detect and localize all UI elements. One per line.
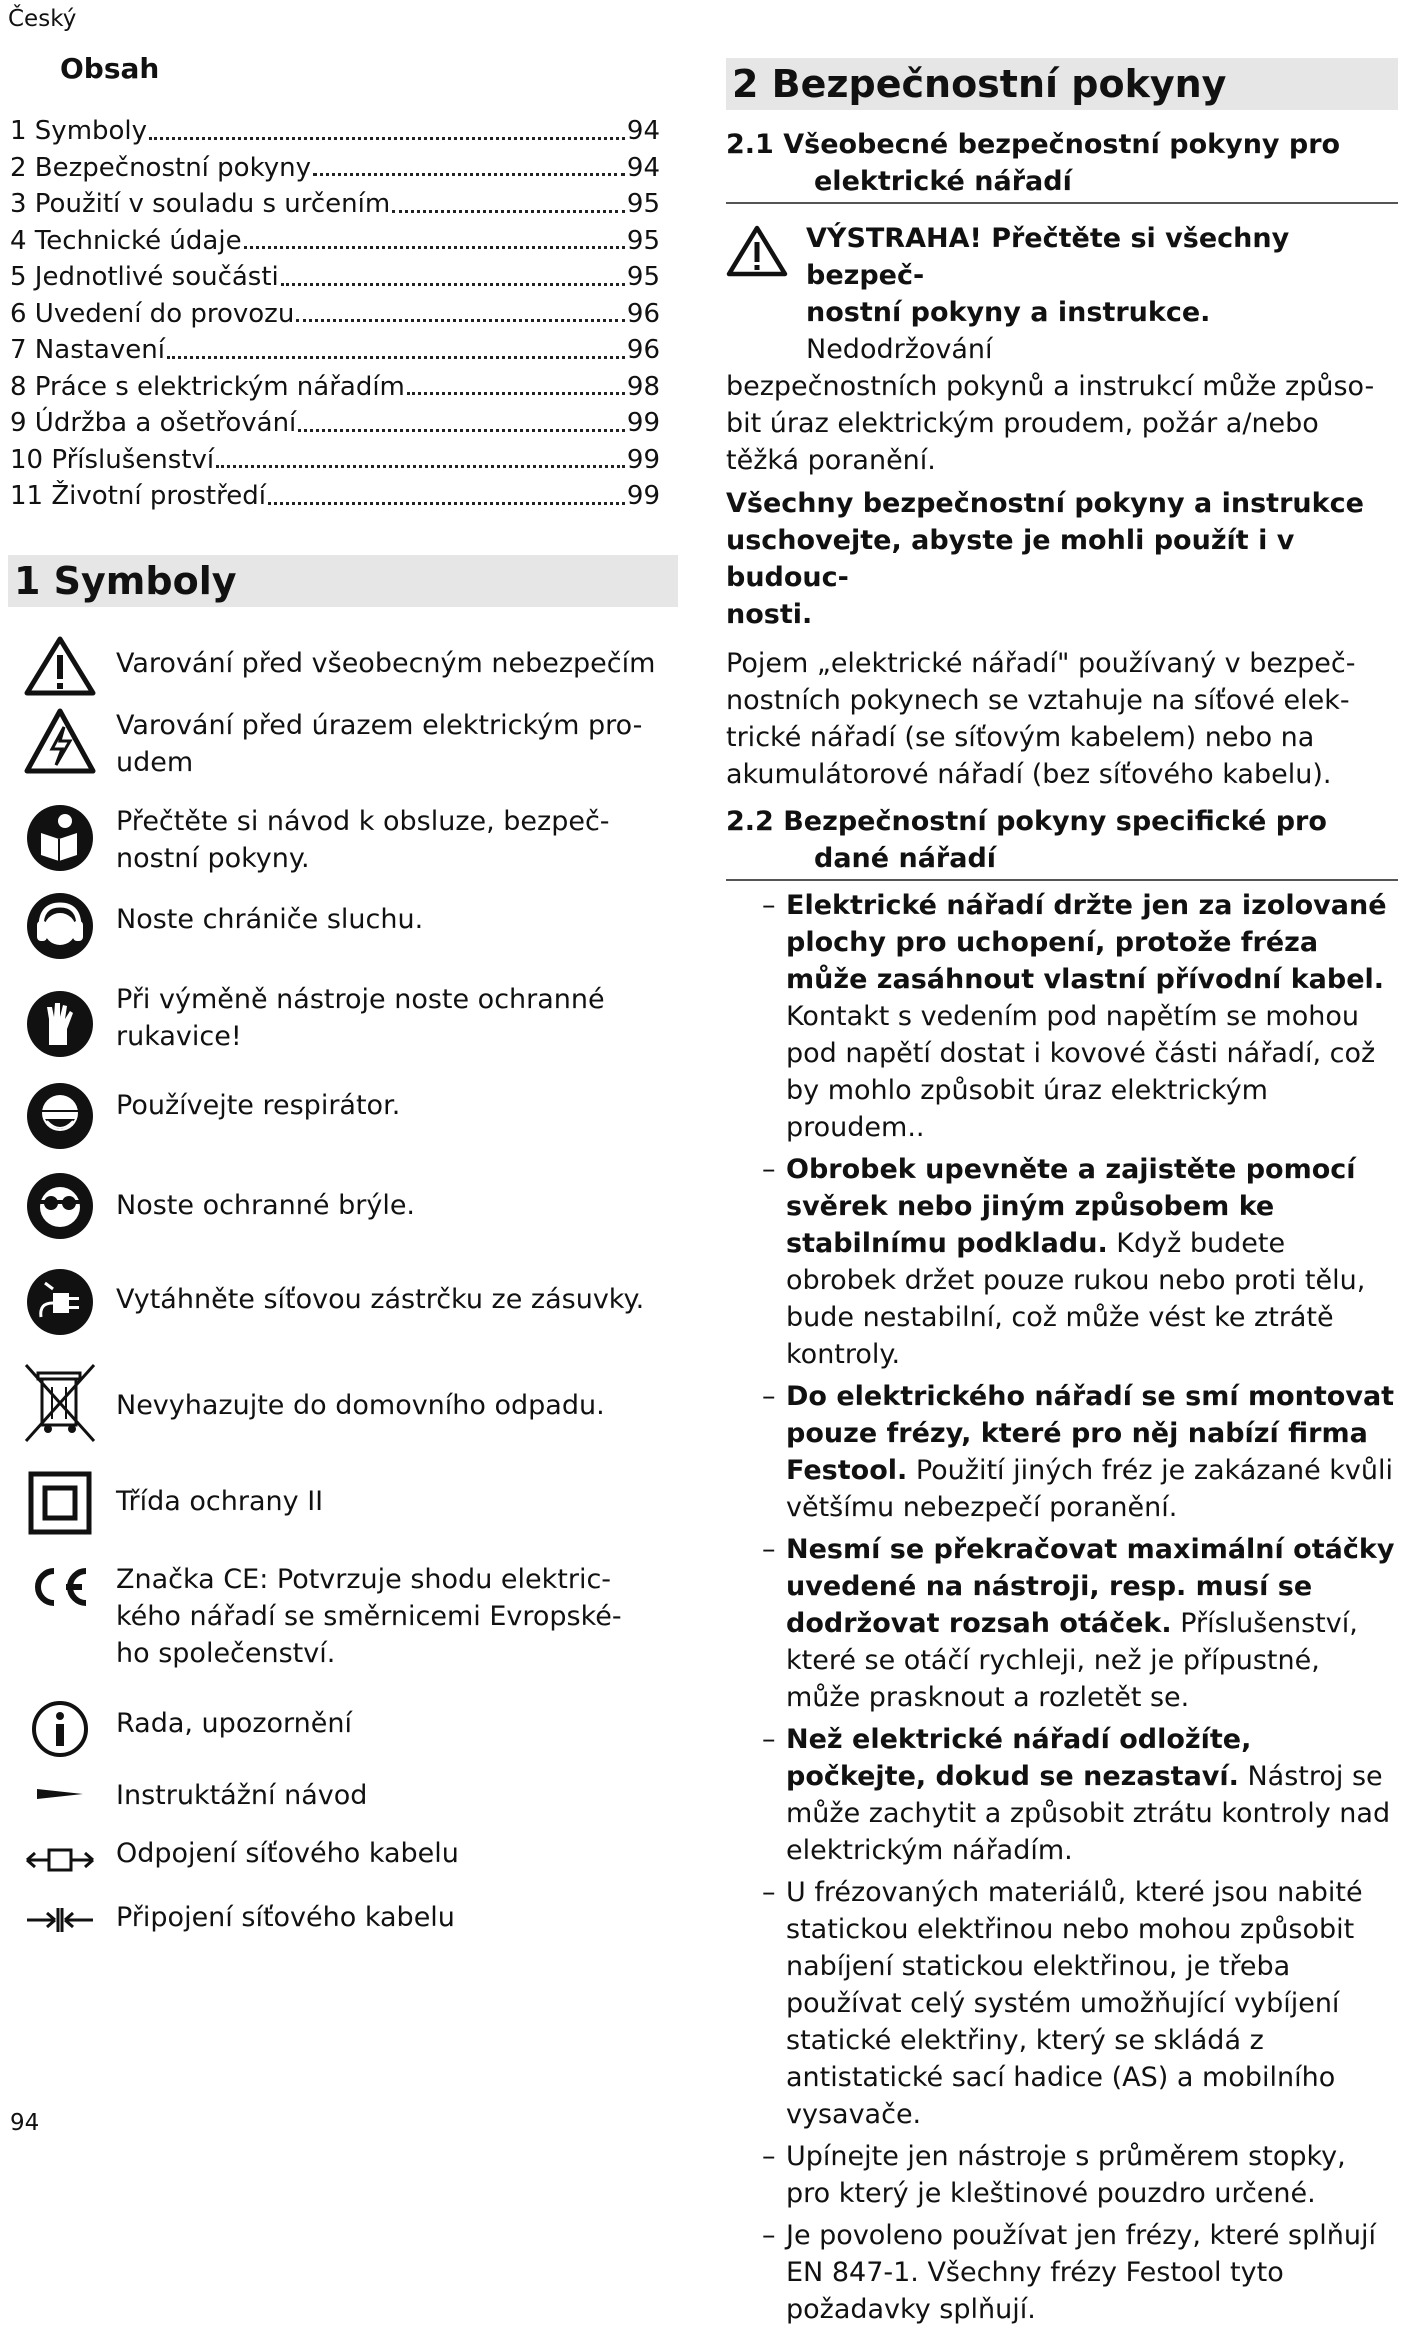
term-definition: Pojem „elektrické nářadí" používaný v bezpeč- nostních pokynech se vztahuje na síťové elek- trické nářadí (se síťovým kabelem) nebo na akumulátorové nářadí (bez síťového kabelu). — [726, 648, 1356, 790]
list-item: – U frézovaných materiálů, které jsou nabité statickou elektřinou nebo mohou způsobit nabíjení statickou elektřinou, je třeba používat celý systém umožňující vybíjení statické elektřiny, který se skládá z antistatické sací hadice (AS) a mobilního vysavače. — [762, 1877, 1363, 2130]
symbol-row: Značka CE: Potvrzuje shodu elektric- kého nářadí se směrnicemi Evropské- ho společenství. — [10, 1561, 678, 1699]
symbol-row: Při výměně nástroje noste ochranné rukavice! — [10, 981, 678, 1077]
symbol-row: Nevyhazujte do domovního odpadu. — [10, 1361, 678, 1467]
symbol-row: Noste chrániče sluchu. — [10, 887, 678, 981]
symbol-row: Třída ochrany II — [10, 1467, 678, 1561]
symbol-row: Přečtěte si návod k obsluze, bezpeč- nostní pokyny. — [10, 803, 678, 887]
toc-item[interactable]: 2 Bezpečnostní pokyny 94 — [10, 150, 660, 187]
unplug-icon — [20, 1267, 100, 1337]
keep-instructions-note: Všechny bezpečnostní pokyny a instrukce uschovejte, abyste je mohli použít i v budouc- nosti. — [726, 488, 1364, 630]
left-column — [10, 52, 678, 1959]
symbol-row: Rada, upozornění — [10, 1699, 678, 1773]
list-item: – Obrobek upevněte a zajistěte pomocí svěrek nebo jiným způsobem ke stabilnímu podkladu. Když budete obrobek držet pouze rukou nebo proti tělu, bude nestabilní, což může vést ke ztrátě kontroly. — [762, 1154, 1366, 1370]
list-item: – Do elektrického nářadí se smí montovat pouze frézy, které pro něj nabízí firma Festool. Použití jiných fréz je zakázané kvůli většímu nebezpečí poranění. — [762, 1381, 1395, 1523]
connect-cable-icon — [20, 1905, 100, 1935]
page-number: 94 — [10, 2110, 40, 2136]
symbol-row: Instruktážní návod — [10, 1773, 678, 1835]
gloves-icon — [20, 989, 100, 1059]
right-column — [726, 58, 1398, 2333]
toc-item[interactable]: 5 Jednotlivé součásti 95 — [10, 259, 660, 296]
symbol-row: Používejte respirátor. — [10, 1077, 678, 1169]
general-danger-icon — [20, 635, 100, 697]
symbol-row: Noste ochranné brýle. — [10, 1169, 678, 1265]
symbol-row: Varování před všeobecným nebezpečím — [10, 633, 678, 707]
list-item: – Elektrické nářadí držte jen za izolované plochy pro uchopení, protože fréza může zasáhnout vlastní přívodní kabel. Kontakt s vedením pod napětím se mohou pod napětí dostat i kovové části nářadí, což by mohlo způsobit úraz elektrickým proudem.. — [762, 890, 1387, 1143]
info-icon — [20, 1699, 100, 1759]
instruction-arrow-icon — [20, 1787, 100, 1801]
safety-heading: 2 Bezpečnostní pokyny — [726, 58, 1398, 110]
no-household-waste-icon — [20, 1361, 100, 1445]
list-item: – Je povoleno používat jen frézy, které splňují EN 847-1. Všechny frézy Festool tyto požadavky splňují. — [762, 2220, 1376, 2325]
toc-item[interactable]: 9 Údržba a ošetřování 99 — [10, 405, 660, 442]
read-manual-icon — [20, 803, 100, 873]
toc-title: Obsah — [60, 52, 160, 85]
specific-safety-subheading: 2.2 Bezpečnostní pokyny specifické pro dané nářadí — [726, 803, 1398, 881]
toc-item[interactable]: 8 Práce s elektrickým nářadím 98 — [10, 369, 660, 406]
symbols-list — [10, 633, 678, 1959]
protection-class-2-icon — [20, 1471, 100, 1535]
toc-item[interactable]: 11 Životní prostředí 99 — [10, 478, 660, 515]
toc-item[interactable]: 4 Technické údaje 95 — [10, 223, 660, 260]
symbol-row: Vytáhněte síťovou zástrčku ze zásuvky. — [10, 1265, 678, 1361]
table-of-contents — [10, 113, 678, 515]
symbols-heading: 1 Symboly — [8, 555, 678, 607]
disconnect-cable-icon — [20, 1845, 100, 1875]
list-item: – Upínejte jen nástroje s průměrem stopky, pro který je kleštinové pouzdro určené. — [762, 2141, 1346, 2209]
specific-safety-list — [726, 887, 1398, 2328]
respirator-icon — [20, 1081, 100, 1151]
toc-item[interactable]: 10 Příslušenství 99 — [10, 442, 660, 479]
goggles-icon — [20, 1171, 100, 1241]
electric-shock-icon — [20, 707, 100, 777]
general-safety-subheading: 2.1 Všeobecné bezpečnostní pokyny pro elektrické nářadí — [726, 126, 1398, 204]
toc-item[interactable]: 3 Použití v souladu s určením 95 — [10, 186, 660, 223]
warning-block: VÝSTRAHA! Přečtěte si všechny bezpeč- nostní pokyny a instrukce. Nedodržování bezpečnostních pokynů a instrukcí může způso- bit úraz elektrickým proudem, požár a/nebo těžká poranění. — [726, 223, 1375, 476]
ear-protection-icon — [20, 891, 100, 961]
language-label: Český — [8, 6, 77, 32]
symbol-row: Připojení síťového kabelu — [10, 1897, 678, 1959]
warning-icon — [726, 224, 788, 288]
symbol-row: Odpojení síťového kabelu — [10, 1835, 678, 1897]
toc-item[interactable]: 7 Nastavení 96 — [10, 332, 660, 369]
toc-item[interactable]: 1 Symboly 94 — [10, 113, 660, 150]
ce-mark-icon — [20, 1565, 100, 1609]
toc-item[interactable]: 6 Uvedení do provozu 96 — [10, 296, 660, 333]
list-item: – Nesmí se překračovat maximální otáčky uvedené na nástroji, resp. musí se dodržovat rozsah otáček. Příslušenství, které se otáčí rychleji, než je přípustné, může prasknout a rozletět se. — [762, 1534, 1395, 1713]
list-item: – Než elektrické nářadí odložíte, počkejte, dokud se nezastaví. Nástroj se může zachytit a způsobit ztrátu kontroly nad elektrickým nářadím. — [762, 1724, 1391, 1866]
symbol-row: Varování před úrazem elektrickým pro- udem — [10, 707, 678, 803]
